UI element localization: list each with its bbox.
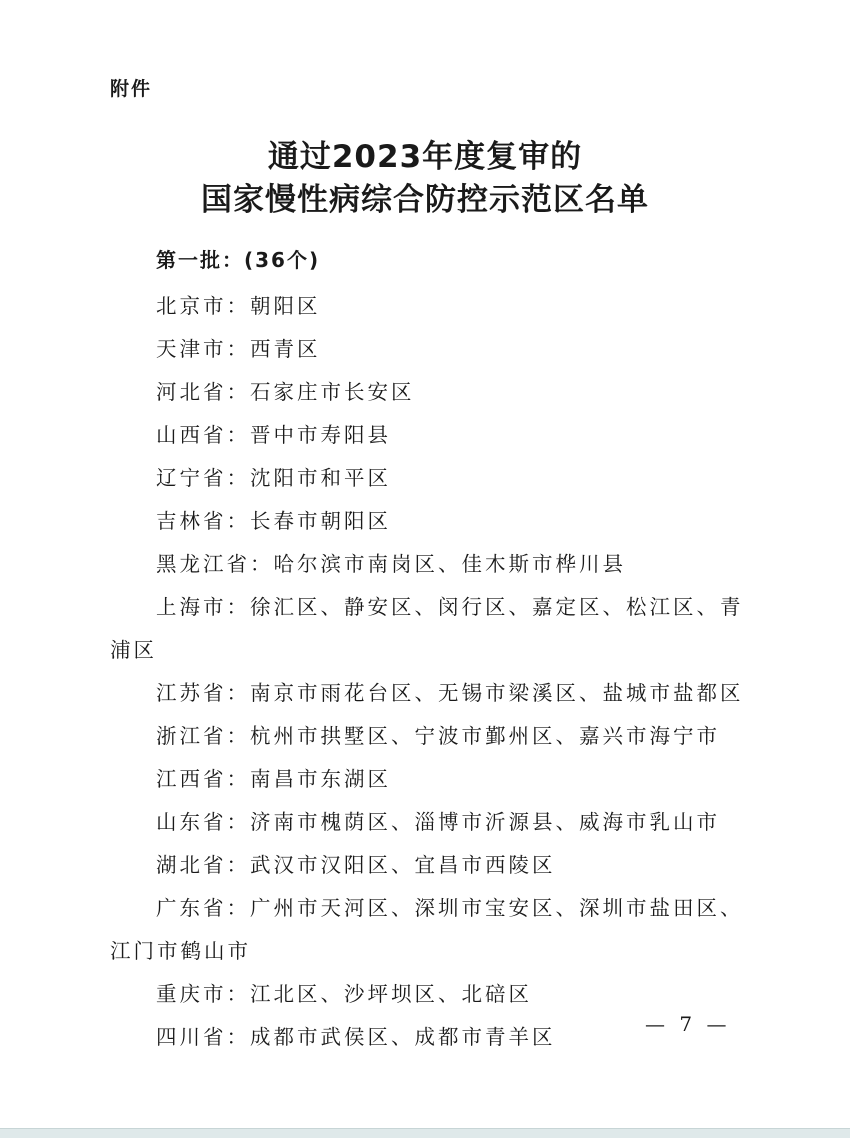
list-item: 黑龙江省：哈尔滨市南岗区、佳木斯市桦川县	[156, 552, 626, 576]
region-list	[110, 285, 750, 1059]
list-item: 上海市：徐汇区、静安区、闵行区、嘉定区、松江区、青浦区	[110, 595, 744, 662]
list-item: 浙江省：杭州市拱墅区、宁波市鄞州区、嘉兴市海宁市	[156, 724, 720, 748]
list-item: 江西省：南昌市东湖区	[156, 767, 391, 791]
batch-heading: 第一批：(36个)	[156, 248, 321, 272]
list-item: 河北省：石家庄市长安区	[156, 380, 415, 404]
document-title-line-2: 国家慢性病综合防控示范区名单	[201, 182, 649, 218]
list-item: 四川省：成都市武侯区、成都市青羊区	[156, 1025, 556, 1049]
list-item: 重庆市：江北区、沙坪坝区、北碚区	[156, 982, 532, 1006]
list-item: 辽宁省：沈阳市和平区	[156, 466, 391, 490]
list-item: 北京市：朝阳区	[156, 294, 321, 318]
list-item: 广东省：广州市天河区、深圳市宝安区、深圳市盐田区、江门市鹤山市	[110, 896, 744, 963]
list-item: 江苏省：南京市雨花台区、无锡市梁溪区、盐城市盐都区	[156, 681, 744, 705]
list-item: 吉林省：长春市朝阳区	[156, 509, 391, 533]
document-title-line-1: 通过2023年度复审的	[267, 139, 583, 175]
page-number: — 7 —	[645, 1012, 731, 1036]
attachment-label: 附件	[110, 78, 153, 100]
list-item: 山西省：晋中市寿阳县	[156, 423, 391, 447]
list-item: 天津市：西青区	[156, 337, 321, 361]
list-item: 山东省：济南市槐荫区、淄博市沂源县、威海市乳山市	[156, 810, 720, 834]
list-item: 湖北省：武汉市汉阳区、宜昌市西陵区	[156, 853, 556, 877]
